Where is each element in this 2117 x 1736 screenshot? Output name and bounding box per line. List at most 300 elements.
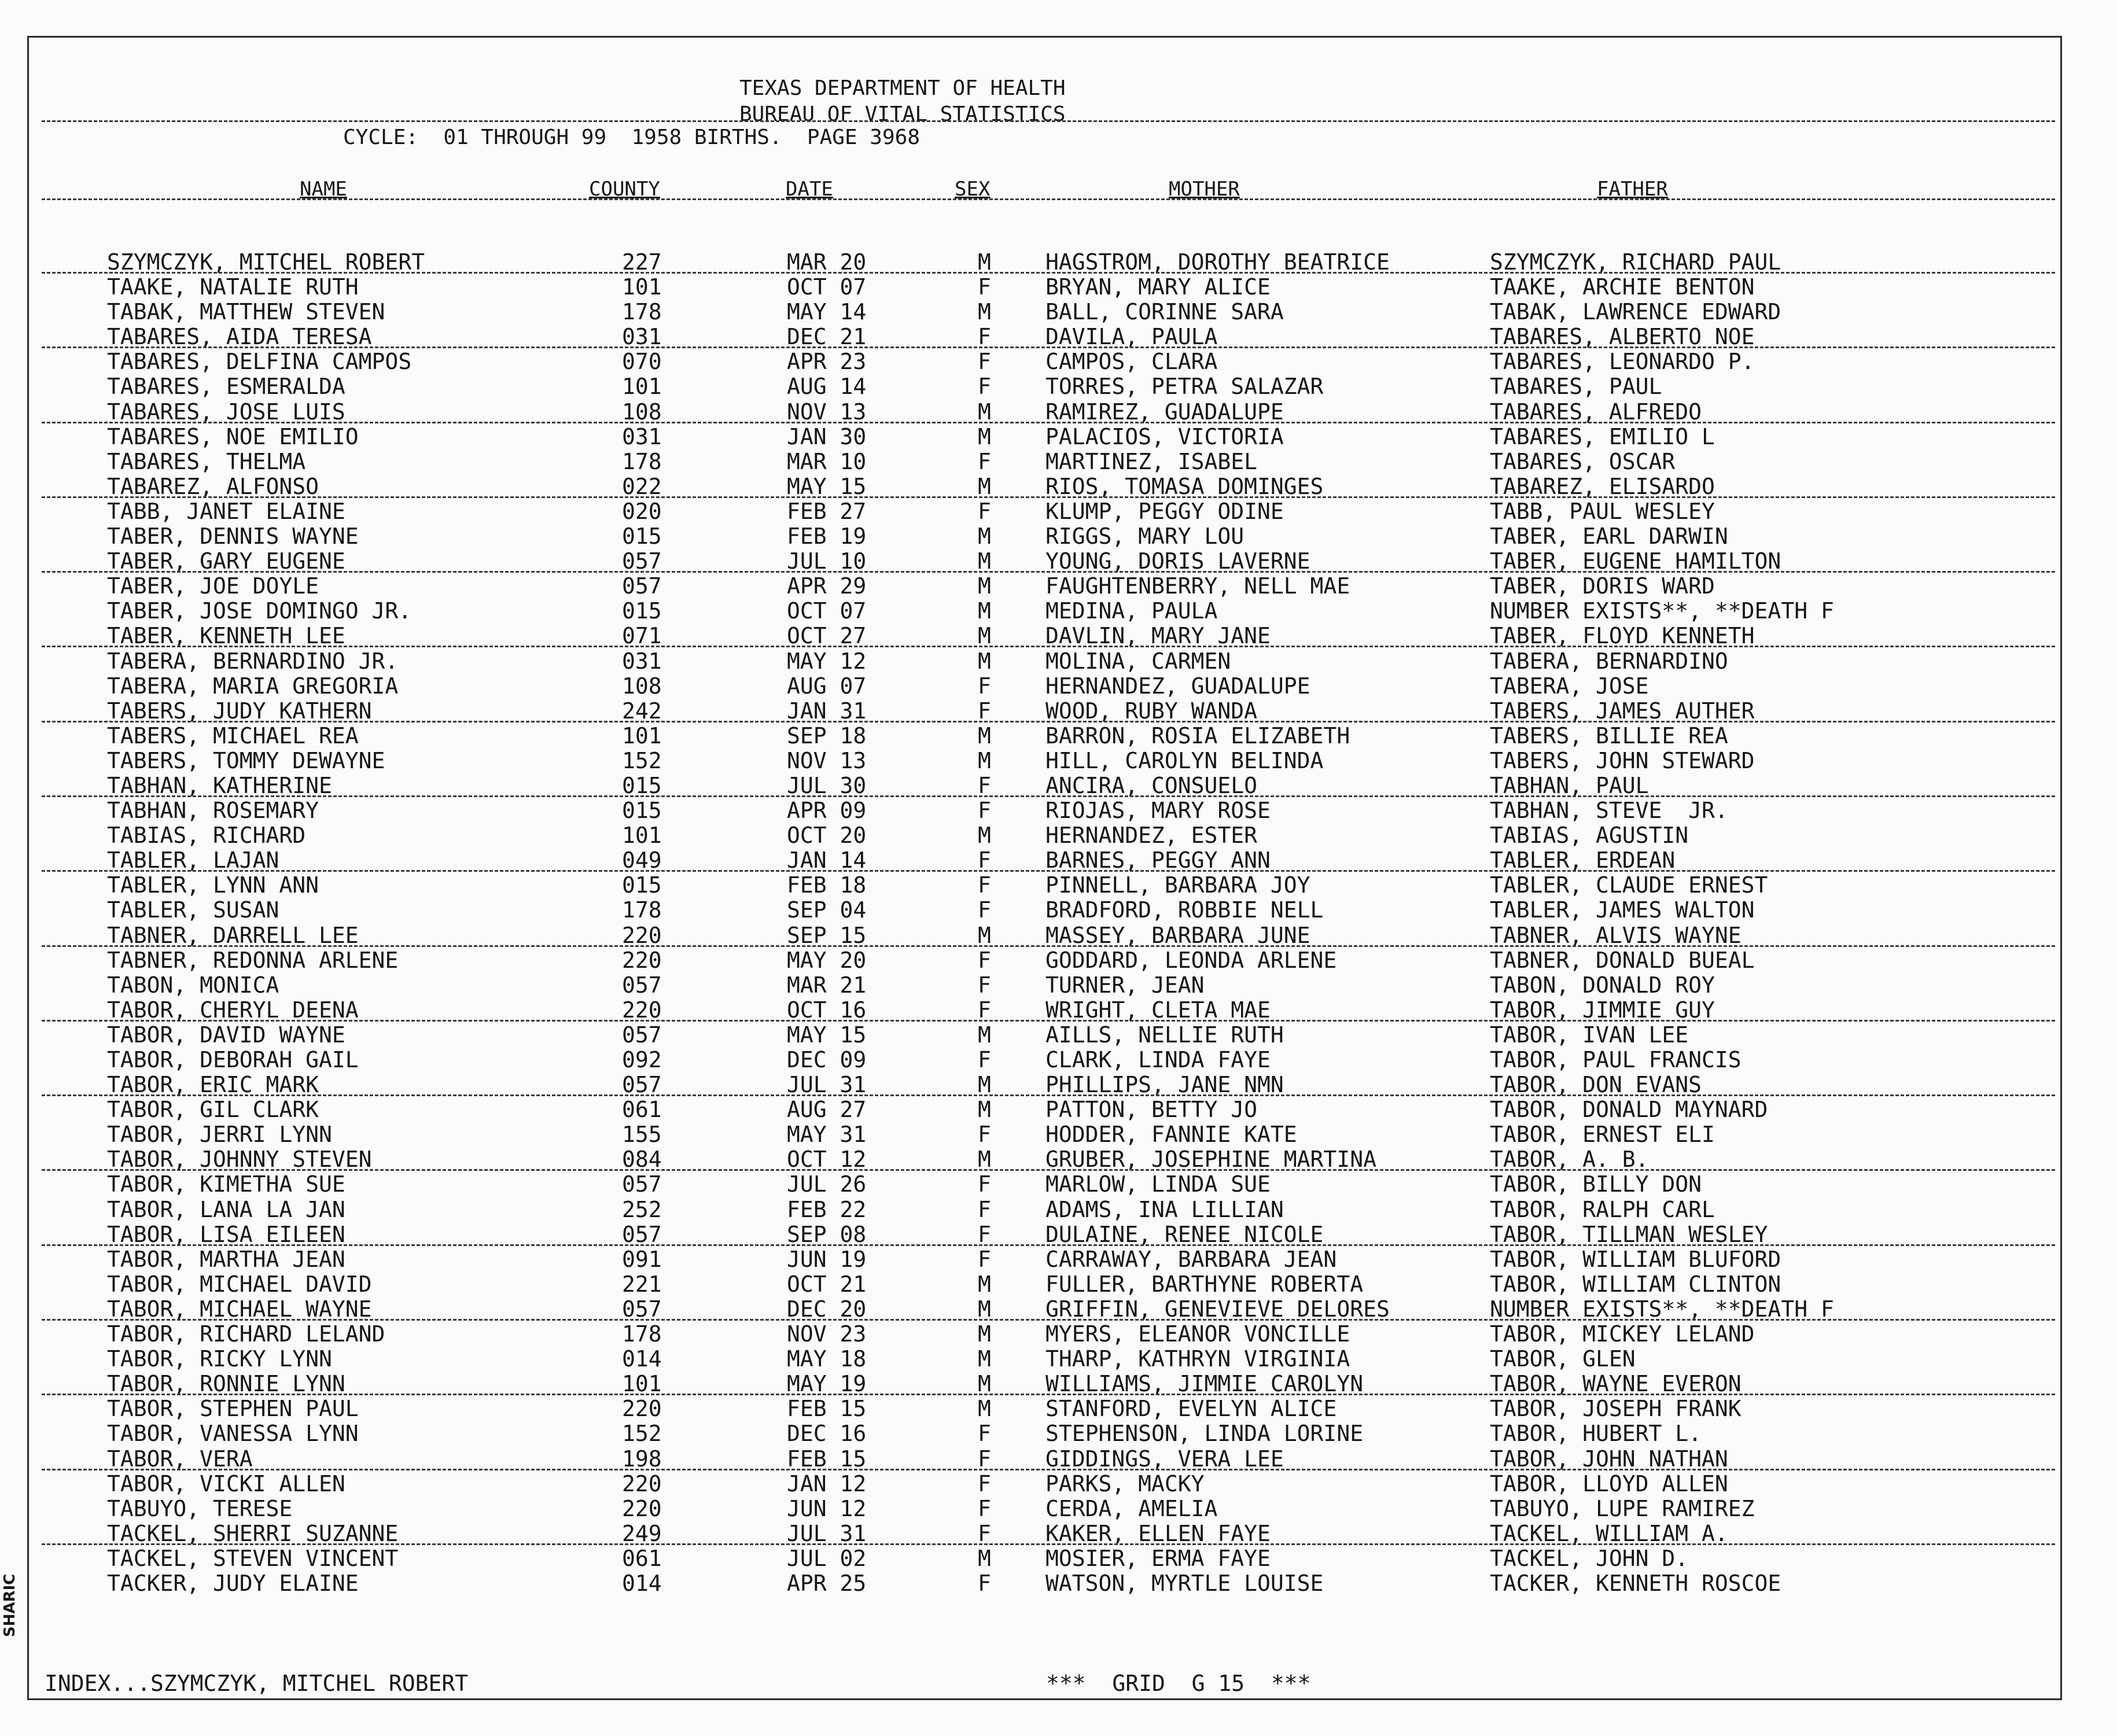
row-date: NOV 23 bbox=[787, 1321, 867, 1347]
row-county: 242 bbox=[622, 698, 662, 724]
row-sex: M bbox=[978, 1545, 991, 1571]
row-name: TABIAS, RICHARD bbox=[107, 823, 306, 849]
column-header-sex: SEX bbox=[955, 178, 991, 201]
row-mother: BARNES, PEGGY ANN bbox=[1045, 847, 1271, 873]
row-father: TABARES, OSCAR bbox=[1490, 448, 1676, 474]
row-county: 057 bbox=[622, 1171, 662, 1197]
row-sex: F bbox=[978, 448, 991, 474]
row-mother: GRUBER, JOSEPHINE MARTINA bbox=[1045, 1147, 1376, 1173]
row-father: TABOR, JIMMIE GUY bbox=[1490, 997, 1715, 1023]
row-date: DEC 20 bbox=[787, 1296, 867, 1322]
row-father: NUMBER EXISTS**, **DEATH F bbox=[1490, 598, 1834, 624]
table-row bbox=[0, 873, 2117, 898]
row-father: TAAKE, ARCHIE BENTON bbox=[1490, 274, 1755, 300]
row-father: TABOR, WILLIAM CLINTON bbox=[1490, 1271, 1781, 1297]
row-name: TAAKE, NATALIE RUTH bbox=[107, 274, 359, 300]
row-mother: HAGSTROM, DOROTHY BEATRICE bbox=[1045, 249, 1390, 275]
row-date: MAR 20 bbox=[787, 249, 867, 275]
table-row bbox=[0, 425, 2117, 449]
row-name: TABARES, NOE EMILIO bbox=[107, 423, 359, 449]
row-date: OCT 27 bbox=[787, 623, 867, 649]
row-name: TABNER, REDONNA ARLENE bbox=[107, 947, 399, 973]
row-sex: F bbox=[978, 997, 991, 1023]
row-county: 220 bbox=[622, 997, 662, 1023]
row-county: 252 bbox=[622, 1196, 662, 1222]
row-mother: BALL, CORINNE SARA bbox=[1045, 299, 1284, 325]
table-row bbox=[0, 599, 2117, 624]
row-name: TABER, GARY EUGENE bbox=[107, 548, 345, 574]
row-county: 092 bbox=[622, 1047, 662, 1072]
header-agency: TEXAS DEPARTMENT OF HEALTH bbox=[739, 76, 1066, 100]
row-name: TABON, MONICA bbox=[107, 972, 279, 998]
row-name: TABER, KENNETH LEE bbox=[107, 623, 345, 649]
row-name: TABOR, VANESSA LYNN bbox=[107, 1421, 359, 1447]
row-date: DEC 21 bbox=[787, 324, 867, 350]
row-name: TABERS, TOMMY DEWAYNE bbox=[107, 747, 385, 773]
row-date: SEP 18 bbox=[787, 723, 867, 749]
table-row bbox=[0, 250, 2117, 275]
row-name: TABARES, THELMA bbox=[107, 448, 306, 474]
row-father: TABNER, ALVIS WAYNE bbox=[1490, 922, 1742, 948]
row-date: NOV 13 bbox=[787, 399, 867, 425]
table-row bbox=[0, 1272, 2117, 1297]
row-father: TABHAN, STEVE JR. bbox=[1490, 798, 1728, 824]
row-name: TABARES, JOSE LUIS bbox=[107, 399, 345, 425]
row-sex: M bbox=[978, 249, 991, 275]
row-name: TABOR, RONNIE LYNN bbox=[107, 1371, 345, 1397]
row-date: JUL 02 bbox=[787, 1545, 867, 1571]
table-row bbox=[0, 1396, 2117, 1421]
row-county: 071 bbox=[622, 623, 662, 649]
table-row bbox=[0, 724, 2117, 749]
row-mother: TURNER, JEAN bbox=[1045, 972, 1205, 998]
column-header-date: DATE bbox=[786, 178, 833, 201]
row-father: TABOR, DON EVANS bbox=[1490, 1072, 1702, 1098]
row-father: TABER, DORIS WARD bbox=[1490, 573, 1715, 599]
side-label: SHARIC bbox=[1, 1573, 19, 1637]
row-mother: CAMPOS, CLARA bbox=[1045, 349, 1218, 375]
row-father: TABLER, ERDEAN bbox=[1490, 847, 1676, 873]
row-father: TABOR, HUBERT L. bbox=[1490, 1421, 1702, 1447]
table-row bbox=[0, 898, 2117, 923]
table-row bbox=[0, 374, 2117, 399]
row-name: TABUYO, TERESE bbox=[107, 1495, 293, 1521]
column-header-county: COUNTY bbox=[589, 178, 660, 201]
table-row bbox=[0, 1023, 2117, 1048]
table-row bbox=[0, 499, 2117, 524]
row-sex: M bbox=[978, 623, 991, 649]
row-name: TACKEL, SHERRI SUZANNE bbox=[107, 1520, 399, 1546]
row-date: APR 09 bbox=[787, 798, 867, 824]
row-mother: MARTINEZ, ISABEL bbox=[1045, 448, 1258, 474]
row-sex: M bbox=[978, 1321, 991, 1347]
row-county: 178 bbox=[622, 299, 662, 325]
row-mother: CERDA, AMELIA bbox=[1045, 1495, 1218, 1521]
row-county: 249 bbox=[622, 1520, 662, 1546]
row-sex: M bbox=[978, 747, 991, 773]
row-name: TABOR, KIMETHA SUE bbox=[107, 1171, 345, 1197]
row-name: TABOR, ERIC MARK bbox=[107, 1072, 319, 1098]
row-date: OCT 21 bbox=[787, 1271, 867, 1297]
row-name: TABER, DENNIS WAYNE bbox=[107, 524, 359, 550]
row-sex: F bbox=[978, 1495, 991, 1521]
row-sex: F bbox=[978, 1446, 991, 1472]
row-sex: F bbox=[978, 374, 991, 400]
row-county: 014 bbox=[622, 1346, 662, 1372]
row-name: TABOR, STEPHEN PAUL bbox=[107, 1396, 359, 1422]
row-county: 049 bbox=[622, 847, 662, 873]
row-county: 178 bbox=[622, 897, 662, 923]
row-mother: HERNANDEZ, GUADALUPE bbox=[1045, 673, 1310, 699]
table-row bbox=[0, 923, 2117, 948]
header-bureau: BUREAU OF VITAL STATISTICS bbox=[739, 102, 1066, 126]
row-father: TABOR, WILLIAM BLUFORD bbox=[1490, 1246, 1781, 1272]
row-date: NOV 13 bbox=[787, 747, 867, 773]
row-mother: HERNANDEZ, ESTER bbox=[1045, 823, 1258, 849]
row-sex: M bbox=[978, 1097, 991, 1123]
row-father: TABOR, TILLMAN WESLEY bbox=[1490, 1221, 1768, 1247]
row-father: TABARES, LEONARDO P. bbox=[1490, 349, 1755, 375]
table-row bbox=[0, 1571, 2117, 1596]
row-date: MAR 21 bbox=[787, 972, 867, 998]
table-row bbox=[0, 325, 2117, 349]
records-table bbox=[0, 250, 2117, 1596]
row-name: TACKER, JUDY ELAINE bbox=[107, 1570, 359, 1596]
row-county: 057 bbox=[622, 1072, 662, 1098]
row-father: TACKER, KENNETH ROSCOE bbox=[1490, 1570, 1781, 1596]
row-sex: M bbox=[978, 1296, 991, 1322]
row-date: FEB 27 bbox=[787, 498, 867, 524]
row-date: MAR 10 bbox=[787, 448, 867, 474]
table-row bbox=[0, 549, 2117, 574]
row-father: TABARES, ALBERTO NOE bbox=[1490, 324, 1755, 350]
row-sex: M bbox=[978, 1147, 991, 1173]
row-county: 022 bbox=[622, 473, 662, 499]
table-row bbox=[0, 349, 2117, 374]
row-county: 031 bbox=[622, 324, 662, 350]
row-county: 108 bbox=[622, 673, 662, 699]
row-date: FEB 15 bbox=[787, 1446, 867, 1472]
row-date: JAN 30 bbox=[787, 423, 867, 449]
row-sex: F bbox=[978, 1196, 991, 1222]
row-sex: M bbox=[978, 423, 991, 449]
row-date: SEP 08 bbox=[787, 1221, 867, 1247]
row-mother: BRADFORD, ROBBIE NELL bbox=[1045, 897, 1324, 923]
row-date: SEP 04 bbox=[787, 897, 867, 923]
row-father: TABOR, ERNEST ELI bbox=[1490, 1122, 1715, 1148]
row-date: MAY 19 bbox=[787, 1371, 867, 1397]
row-mother: MOSIER, ERMA FAYE bbox=[1045, 1545, 1271, 1571]
row-name: TABERA, BERNARDINO JR. bbox=[107, 648, 399, 674]
row-name: TABERA, MARIA GREGORIA bbox=[107, 673, 399, 699]
table-row bbox=[0, 400, 2117, 425]
row-mother: PINNELL, BARBARA JOY bbox=[1045, 872, 1310, 898]
row-name: TABHAN, KATHERINE bbox=[107, 772, 332, 798]
row-sex: F bbox=[978, 847, 991, 873]
table-row bbox=[0, 998, 2117, 1023]
row-county: 220 bbox=[622, 947, 662, 973]
row-name: TABOR, LANA LA JAN bbox=[107, 1196, 345, 1222]
row-father: TABERA, BERNARDINO bbox=[1490, 648, 1728, 674]
row-sex: M bbox=[978, 1271, 991, 1297]
row-mother: BRYAN, MARY ALICE bbox=[1045, 274, 1271, 300]
table-row bbox=[0, 948, 2117, 973]
row-name: TABHAN, ROSEMARY bbox=[107, 798, 319, 824]
row-name: TABOR, RICHARD LELAND bbox=[107, 1321, 385, 1347]
row-father: TABERA, JOSE bbox=[1490, 673, 1649, 699]
row-mother: MASSEY, BARBARA JUNE bbox=[1045, 922, 1310, 948]
row-sex: F bbox=[978, 1171, 991, 1197]
table-row bbox=[0, 449, 2117, 474]
row-mother: RIGGS, MARY LOU bbox=[1045, 524, 1245, 550]
row-date: MAY 20 bbox=[787, 947, 867, 973]
row-name: TABOR, CHERYL DEENA bbox=[107, 997, 359, 1023]
row-sex: F bbox=[978, 947, 991, 973]
row-mother: PALACIOS, VICTORIA bbox=[1045, 423, 1284, 449]
row-name: TABAREZ, ALFONSO bbox=[107, 473, 319, 499]
row-county: 101 bbox=[622, 823, 662, 849]
table-row bbox=[0, 1072, 2117, 1097]
row-date: OCT 20 bbox=[787, 823, 867, 849]
row-mother: DAVLIN, MARY JANE bbox=[1045, 623, 1271, 649]
row-mother: WRIGHT, CLETA MAE bbox=[1045, 997, 1271, 1023]
column-header-name: NAME bbox=[300, 178, 347, 201]
row-mother: FAUGHTENBERRY, NELL MAE bbox=[1045, 573, 1350, 599]
table-row bbox=[0, 1297, 2117, 1322]
row-father: TABUYO, LUPE RAMIREZ bbox=[1490, 1495, 1755, 1521]
row-date: MAY 15 bbox=[787, 1022, 867, 1048]
row-date: JUL 31 bbox=[787, 1520, 867, 1546]
row-mother: CLARK, LINDA FAYE bbox=[1045, 1047, 1271, 1072]
table-row bbox=[0, 699, 2117, 724]
row-father: TABERS, JAMES AUTHER bbox=[1490, 698, 1755, 724]
row-mother: FULLER, BARTHYNE ROBERTA bbox=[1045, 1271, 1364, 1297]
row-sex: F bbox=[978, 1421, 991, 1447]
row-mother: DULAINE, RENEE NICOLE bbox=[1045, 1221, 1324, 1247]
row-name: TABNER, DARRELL LEE bbox=[107, 922, 359, 948]
table-row bbox=[0, 1247, 2117, 1272]
table-row bbox=[0, 524, 2117, 549]
row-date: MAY 18 bbox=[787, 1346, 867, 1372]
row-county: 221 bbox=[622, 1271, 662, 1297]
row-father: TABARES, ALFREDO bbox=[1490, 399, 1702, 425]
row-father: TABIAS, AGUSTIN bbox=[1490, 823, 1689, 849]
row-sex: M bbox=[978, 473, 991, 499]
row-date: OCT 12 bbox=[787, 1147, 867, 1173]
row-county: 057 bbox=[622, 573, 662, 599]
row-county: 015 bbox=[622, 772, 662, 798]
row-mother: CARRAWAY, BARBARA JEAN bbox=[1045, 1246, 1337, 1272]
table-row bbox=[0, 1347, 2117, 1372]
row-sex: M bbox=[978, 598, 991, 624]
row-date: JUL 26 bbox=[787, 1171, 867, 1197]
table-row bbox=[0, 1322, 2117, 1347]
row-sex: M bbox=[978, 723, 991, 749]
row-sex: F bbox=[978, 872, 991, 898]
row-date: AUG 07 bbox=[787, 673, 867, 699]
row-father: TABNER, DONALD BUEAL bbox=[1490, 947, 1755, 973]
row-sex: M bbox=[978, 1072, 991, 1098]
row-father: TACKEL, JOHN D. bbox=[1490, 1545, 1689, 1571]
table-row bbox=[0, 275, 2117, 300]
table-row bbox=[0, 773, 2117, 798]
row-county: 152 bbox=[622, 747, 662, 773]
row-sex: F bbox=[978, 1047, 991, 1072]
row-county: 198 bbox=[622, 1446, 662, 1472]
column-header-rule bbox=[42, 198, 2055, 200]
row-sex: F bbox=[978, 698, 991, 724]
row-county: 084 bbox=[622, 1147, 662, 1173]
row-mother: WILLIAMS, JIMMIE CAROLYN bbox=[1045, 1371, 1364, 1397]
row-mother: KLUMP, PEGGY ODINE bbox=[1045, 498, 1284, 524]
row-county: 057 bbox=[622, 972, 662, 998]
row-county: 152 bbox=[622, 1421, 662, 1447]
row-father: TABB, PAUL WESLEY bbox=[1490, 498, 1715, 524]
row-county: 108 bbox=[622, 399, 662, 425]
row-father: TABOR, RALPH CARL bbox=[1490, 1196, 1715, 1222]
row-name: TABB, JANET ELAINE bbox=[107, 498, 345, 524]
row-county: 031 bbox=[622, 423, 662, 449]
row-county: 031 bbox=[622, 648, 662, 674]
row-mother: RIOS, TOMASA DOMINGES bbox=[1045, 473, 1324, 499]
row-name: TACKEL, STEVEN VINCENT bbox=[107, 1545, 399, 1571]
row-mother: MARLOW, LINDA SUE bbox=[1045, 1171, 1271, 1197]
row-county: 014 bbox=[622, 1570, 662, 1596]
row-date: DEC 09 bbox=[787, 1047, 867, 1072]
table-row bbox=[0, 973, 2117, 998]
row-date: MAY 15 bbox=[787, 473, 867, 499]
row-mother: RIOJAS, MARY ROSE bbox=[1045, 798, 1271, 824]
row-father: TABER, FLOYD KENNETH bbox=[1490, 623, 1755, 649]
row-county: 227 bbox=[622, 249, 662, 275]
row-sex: M bbox=[978, 573, 991, 599]
row-mother: TORRES, PETRA SALAZAR bbox=[1045, 374, 1324, 400]
row-county: 091 bbox=[622, 1246, 662, 1272]
row-name: TABOR, MICHAEL WAYNE bbox=[107, 1296, 372, 1322]
row-sex: F bbox=[978, 349, 991, 375]
row-name: SZYMCZYK, MITCHEL ROBERT bbox=[107, 249, 425, 275]
row-date: MAY 31 bbox=[787, 1122, 867, 1148]
table-row bbox=[0, 798, 2117, 823]
row-county: 178 bbox=[622, 1321, 662, 1347]
row-sex: M bbox=[978, 524, 991, 550]
row-mother: GODDARD, LEONDA ARLENE bbox=[1045, 947, 1337, 973]
table-row bbox=[0, 1097, 2117, 1122]
row-date: MAY 14 bbox=[787, 299, 867, 325]
row-mother: GIDDINGS, VERA LEE bbox=[1045, 1446, 1284, 1472]
row-mother: ANCIRA, CONSUELO bbox=[1045, 772, 1258, 798]
table-row bbox=[0, 848, 2117, 873]
row-date: AUG 14 bbox=[787, 374, 867, 400]
row-county: 101 bbox=[622, 1371, 662, 1397]
row-date: JAN 14 bbox=[787, 847, 867, 873]
table-row bbox=[0, 674, 2117, 699]
row-name: TABOR, DAVID WAYNE bbox=[107, 1022, 345, 1048]
row-father: TABER, EUGENE HAMILTON bbox=[1490, 548, 1781, 574]
row-father: TABERS, JOHN STEWARD bbox=[1490, 747, 1755, 773]
row-father: TABLER, CLAUDE ERNEST bbox=[1490, 872, 1768, 898]
row-mother: AILLS, NELLIE RUTH bbox=[1045, 1022, 1284, 1048]
row-father: TABLER, JAMES WALTON bbox=[1490, 897, 1755, 923]
row-name: TABLER, LAJAN bbox=[107, 847, 279, 873]
row-sex: F bbox=[978, 798, 991, 824]
row-sex: M bbox=[978, 1346, 991, 1372]
row-date: JUN 19 bbox=[787, 1246, 867, 1272]
header-cycle: CYCLE: 01 THROUGH 99 1958 BIRTHS. PAGE 3968 bbox=[343, 126, 920, 149]
row-father: TABARES, PAUL bbox=[1490, 374, 1662, 400]
row-date: OCT 07 bbox=[787, 274, 867, 300]
row-date: OCT 16 bbox=[787, 997, 867, 1023]
row-county: 057 bbox=[622, 548, 662, 574]
row-sex: M bbox=[978, 1022, 991, 1048]
row-county: 070 bbox=[622, 349, 662, 375]
row-sex: M bbox=[978, 399, 991, 425]
row-county: 015 bbox=[622, 872, 662, 898]
row-sex: M bbox=[978, 648, 991, 674]
row-name: TABOR, JOHNNY STEVEN bbox=[107, 1147, 372, 1173]
table-row bbox=[0, 300, 2117, 325]
row-mother: HILL, CAROLYN BELINDA bbox=[1045, 747, 1324, 773]
row-date: FEB 22 bbox=[787, 1196, 867, 1222]
table-row bbox=[0, 1521, 2117, 1546]
row-father: TABOR, GLEN bbox=[1490, 1346, 1636, 1372]
row-mother: KAKER, ELLEN FAYE bbox=[1045, 1520, 1271, 1546]
table-row bbox=[0, 474, 2117, 499]
row-father: TABAK, LAWRENCE EDWARD bbox=[1490, 299, 1781, 325]
row-father: TABOR, BILLY DON bbox=[1490, 1171, 1702, 1197]
row-mother: HODDER, FANNIE KATE bbox=[1045, 1122, 1297, 1148]
row-sex: F bbox=[978, 673, 991, 699]
row-mother: RAMIREZ, GUADALUPE bbox=[1045, 399, 1284, 425]
row-county: 178 bbox=[622, 448, 662, 474]
row-mother: YOUNG, DORIS LAVERNE bbox=[1045, 548, 1310, 574]
row-date: MAY 12 bbox=[787, 648, 867, 674]
row-date: DEC 16 bbox=[787, 1421, 867, 1447]
row-name: TABER, JOSE DOMINGO JR. bbox=[107, 598, 412, 624]
row-father: TABOR, JOSEPH FRANK bbox=[1490, 1396, 1742, 1422]
row-mother: MYERS, ELEANOR VONCILLE bbox=[1045, 1321, 1350, 1347]
row-father: TABOR, DONALD MAYNARD bbox=[1490, 1097, 1768, 1123]
row-mother: THARP, KATHRYN VIRGINIA bbox=[1045, 1346, 1350, 1372]
row-county: 015 bbox=[622, 524, 662, 550]
row-mother: WOOD, RUBY WANDA bbox=[1045, 698, 1258, 724]
row-mother: WATSON, MYRTLE LOUISE bbox=[1045, 1570, 1324, 1596]
column-header-mother: MOTHER bbox=[1169, 178, 1240, 201]
row-date: FEB 15 bbox=[787, 1396, 867, 1422]
row-date: APR 23 bbox=[787, 349, 867, 375]
table-row bbox=[0, 1172, 2117, 1197]
row-father: TABAREZ, ELISARDO bbox=[1490, 473, 1715, 499]
table-row bbox=[0, 823, 2117, 848]
row-mother: PARKS, MACKY bbox=[1045, 1470, 1205, 1497]
row-mother: STANFORD, EVELYN ALICE bbox=[1045, 1396, 1337, 1422]
row-county: 015 bbox=[622, 798, 662, 824]
row-county: 155 bbox=[622, 1122, 662, 1148]
row-sex: F bbox=[978, 897, 991, 923]
row-date: APR 29 bbox=[787, 573, 867, 599]
row-name: TABERS, MICHAEL REA bbox=[107, 723, 359, 749]
table-row bbox=[0, 749, 2117, 773]
row-name: TABLER, SUSAN bbox=[107, 897, 279, 923]
row-sex: M bbox=[978, 299, 991, 325]
row-name: TABERS, JUDY KATHERN bbox=[107, 698, 372, 724]
row-date: OCT 07 bbox=[787, 598, 867, 624]
row-sex: M bbox=[978, 922, 991, 948]
row-county: 101 bbox=[622, 723, 662, 749]
row-date: APR 25 bbox=[787, 1570, 867, 1596]
row-father: TABER, EARL DARWIN bbox=[1490, 524, 1728, 550]
row-date: SEP 15 bbox=[787, 922, 867, 948]
